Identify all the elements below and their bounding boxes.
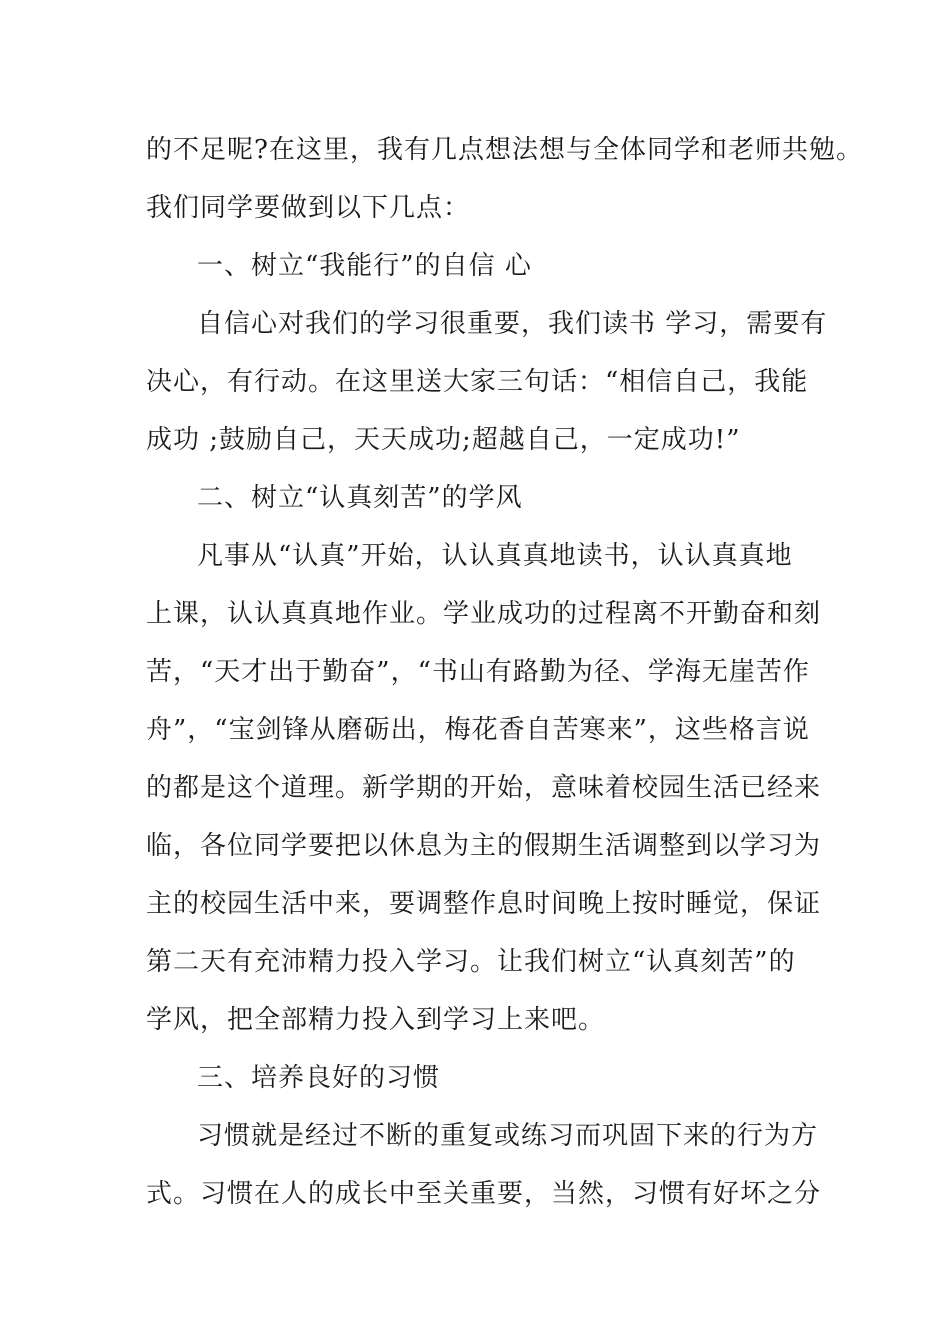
text-line: 凡事从“认真”开始，认认真真地读书，认认真真地	[197, 541, 793, 571]
text-line: 习惯就是经过不断的重复或练习而巩固下来的行为方	[197, 1121, 819, 1151]
text-line: 式。习惯在人的成长中至关重要，当然，习惯有好坏之分	[146, 1179, 822, 1209]
text-line: 决心，有行动。在这里送大家三句话：“相信自己，我能	[146, 367, 809, 397]
text-line: 成功 ;鼓励自己，天天成功;超越自己，一定成功!”	[146, 425, 741, 455]
text-line: 学风，把全部精力投入到学习上来吧。	[146, 1005, 606, 1035]
text-line: 第二天有充沛精力投入学习。让我们树立“认真刻苦”的	[146, 947, 796, 977]
text-line: 上课，认认真真地作业。学业成功的过程离不开勤奋和刻	[146, 599, 822, 629]
text-line: 舟”，“宝剑锋从磨砺出，梅花香自苦寒来”，这些格言说	[146, 715, 810, 745]
text-line: 主的校园生活中来，要调整作息时间晚上按时睡觉，保证	[146, 889, 822, 919]
section-heading: 二、树立“认真刻苦”的学风	[197, 483, 523, 513]
section-heading: 一、树立“我能行”的自信 心	[197, 251, 532, 281]
text-line: 的都是这个道理。新学期的开始，意味着校园生活已经来	[146, 773, 822, 803]
text-line: 临，各位同学要把以休息为主的假期生活调整到以学习为	[146, 831, 822, 861]
section-heading: 三、培养良好的习惯	[197, 1063, 441, 1093]
text-line: 自信心对我们的学习很重要，我们读书 学习，需要有	[197, 309, 828, 339]
text-line: 的不足呢?在这里，我有几点想法想与全体同学和老师共勉。	[146, 135, 863, 165]
text-line: 我们同学要做到以下几点：	[146, 193, 471, 223]
text-line: 苦，“天才出于勤奋”，“书山有路勤为径、学海无崖苦作	[146, 657, 810, 687]
